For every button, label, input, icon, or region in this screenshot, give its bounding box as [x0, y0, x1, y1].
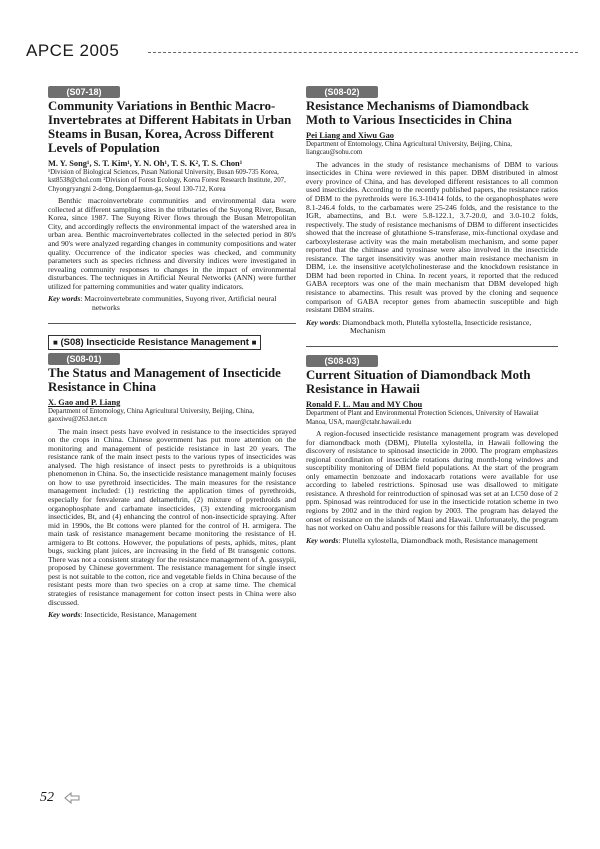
conference-title: APCE 2005 [26, 41, 120, 60]
article-code-badge: (S07-18) [48, 86, 120, 98]
article-code-badge: (S08-03) [306, 355, 378, 367]
page-header [26, 40, 578, 62]
article-authors: Pei Liang and Xiwu Gao [306, 131, 394, 140]
article-affiliation: Department of Entomology, China Agricultural University, Beijing, China, gaoxiwu@263.net.cn [48, 407, 254, 424]
article-s08-01 [48, 353, 296, 620]
keywords-text: Plutella xylostella, Diamondback moth, Resistance management [342, 535, 538, 545]
article-code-badge: (S08-02) [306, 86, 378, 98]
article-authors: X. Gao and P. Liang [48, 397, 121, 407]
article-abstract: The main insect pests have evolved in resistance to the insecticides sprayed on the crops in China. Chinese government has put more attention on the monitoring and management of pesticide resistance in last 20 years. The resistance rank of the main insect pests to the various types of insecticides was analysed. The high resistance of insect pests to pyrethroids is a ubiquitous phenomenon in China. So, the insecticide resistance management mainly focuses on how to use pyrethroid insecticides. The main measures for the resistance management included: (1) restricting the application times of pyrethroids, especially for fenvalerate and deltamethrin, (2) mixture of pyrethroids and organophosphate and carbamate insecticides, (3) extending microorganism insecticides, Bt, and (4) enhancing the control of non-insecticide spraying. After mid in 1990s, the Bt cottons were planted for the control of H. armigera. The main task of resistance management became monitoring the resistance of H. armigera to Bt cottons. However, the populations of pests, aphids, mites, plant bugs, sucking plant juices, are increasing in the field of Bt transgenic cottons. There was not a consistent strategy for the resistance management of A. gossypii, proposed by Chinese government. The resistance management for single insect pest is not suitable to the cotton, rice and vegetable fields in China because of the resistant pests more than two species on a crop at same time. The chemical strategies of resistance management for cotton insect pests in China were also discussed. [48, 426, 296, 607]
keywords-label: Key words [48, 294, 81, 304]
right-column [306, 86, 558, 545]
article-title: Community Variations in Benthic Macro-Invertebrates at Different Habitats in Urban Steams in Busan, Korea, Across Different Levels of Population [48, 99, 292, 155]
article-code-badge: (S08-01) [48, 353, 120, 365]
left-column [48, 86, 296, 620]
article-title: Resistance Mechanisms of Diamondback Moth to Various Insecticides in China [306, 99, 529, 127]
article-abstract: The advances in the study of resistance mechanisms of DBM to various insecticides in China were reviewed in this paper. DBM distributed in almost every province of China, and has developed different resistances to all common used insecticides. According to the recently published papers, the resistance ratios of DBM to the pyrethroids were 16.3-10414 folds, to the organophosphates were 8.1-246.4 folds, to the carbamates were 25-246 folds, and the resistance to the IGR, abamectins, and B.t. were 5.8-122.1, 3.7-20.0, and 3.0-10.2 folds, respectively. The study of resistance mechanisms of DBM to different insecticides showed that the increase of glutathione S-transferase, mix-functional oxydase and carboxylesterase activity was the main metabolism mechanism, and some paper reported that the chitinase and tyrosinase were also involved in the insecticide resistance. The target insensitivity was another main resistance mechanism in DBM, i.e. the insensitive acetylcholinesterase and the knockdown resistance in DBM had been reported in China. In recent years, it reported that the reduced GABA receptors was one of the main mechanism that DBM developed high resistance to abamectins. This result was proved by the cloning and sequence comparison of GABA receptor genes from abamectin susceptible and high resistant DBM strains. [306, 159, 558, 315]
keywords-label: Key words [306, 317, 339, 327]
section-divider [306, 346, 558, 347]
session-label: (S08) Insecticide Resistance Management [60, 336, 249, 348]
keywords-text: Insecticide, Resistance, Management [84, 610, 197, 620]
left-arrow-icon [64, 792, 80, 804]
keywords-text: Diamondback moth, Plutella xylostella, Insecticide resistance, Mechanism [342, 317, 532, 336]
article-keywords: Key words: Insecticide, Resistance, Management [48, 610, 197, 620]
keywords-text: Macroinvertebrate communities, Suyong river, Artificial neural networks [84, 294, 277, 313]
article-title: Current Situation of Diamondback Moth Resistance in Hawaii [306, 368, 531, 397]
article-s08-02 [306, 86, 558, 336]
article-keywords: Key words: Plutella xylostella, Diamondback moth, Resistance management [306, 535, 538, 545]
keywords-label: Key words [306, 535, 339, 545]
article-authors: M. Y. Song¹, S. T. Kim¹, Y. N. Oh¹, T. S. K², T. S. Chon¹ [48, 159, 243, 168]
session-heading [48, 335, 261, 350]
article-authors: Ronald F. L. Mau and MY Chou [306, 400, 423, 410]
header-rule [148, 52, 578, 53]
page-number: 52 [40, 790, 54, 805]
article-affiliation: ¹Division of Biological Sciences, Pusan National University, Busan 609-735 Korea, kst8538@chol.com ²Division of Forest Ecology, Korea Forest Research Institute, 207, Chyongryangni 2-dong, Dongdaemun-ga, Seoul 130-712, Korea [48, 169, 286, 193]
article-abstract: A region-focused insecticide resistance management program was developed for diamondback moth (DBM), Plutella xylostella, in Hawaii following the discovery of resistance to spinosad insecticide in 2000. The program emphasizes regional coordination of insecticide rotations during month-long windows and susceptibility monitoring of DBM field populations. At the start of the program only emamectin benzoate and indoxacarb rotations were available for use according to labeled restrictions. Spinosad use was disallowed to mitigate resistance. A threshold for reintroduction of spinosad was set at an LC50 dose of 2 ppm. Spinosad was reintroduced for use in the insecticide rotation scheme in two regions by 2002 and in the third region by 2003. The program has delayed the onset of resistance on the islands of Maui and Hawaii. Unfortunately, the program has not worked on Oahu and possible reasons for this failure will be discussed. [306, 429, 558, 533]
article-s07-18 [48, 86, 296, 313]
article-title: The Status and Management of Insecticide Resistance in China [48, 365, 281, 394]
article-s08-03 [306, 355, 558, 545]
square-bullet-icon: ■ [251, 337, 257, 347]
article-keywords: Key words: Diamondback moth, Plutella xylostella, Insecticide resistance, Mechanism [306, 317, 532, 336]
keywords-label: Key words [48, 610, 81, 620]
article-keywords: Key words: Macroinvertebrate communities, Suyong river, Artificial neural networks [48, 294, 277, 313]
section-divider [48, 323, 296, 324]
square-bullet-icon: ■ [53, 337, 58, 347]
article-affiliation: Department of Plant and Environmental Protection Sciences, University of Hawaiiat Manoa, USA, maur@ctahr.hawaii.edu [306, 410, 539, 426]
article-abstract: Benthic macroinvertebrate communities and environmental data were collected at different sampling sites in the tributaries of the Suyong River, Busan, Korea, since 1987. The Suyong River flows through the Busan Metropolitan City, and accordingly reflects the environmental impact of the watershed area in urban area. Benthic macroinvertebrates collected in the selected period in 80's and 90's were analyzed regarding changes in community compositions and water quality. Occurrence of the indicator species was checked, and community parameters such as species richness and diversity indices were investigated in revealing community responses to changes in the impact of environmental disturbances. The techniques in Artificial Neural Networks (ANN) were further utilized for patterning communities and water quality indicators. [48, 196, 296, 291]
article-affiliation: Department of Entomology, China Agricultural University, Beijing, China, liangcau@sohu.com [306, 141, 512, 157]
